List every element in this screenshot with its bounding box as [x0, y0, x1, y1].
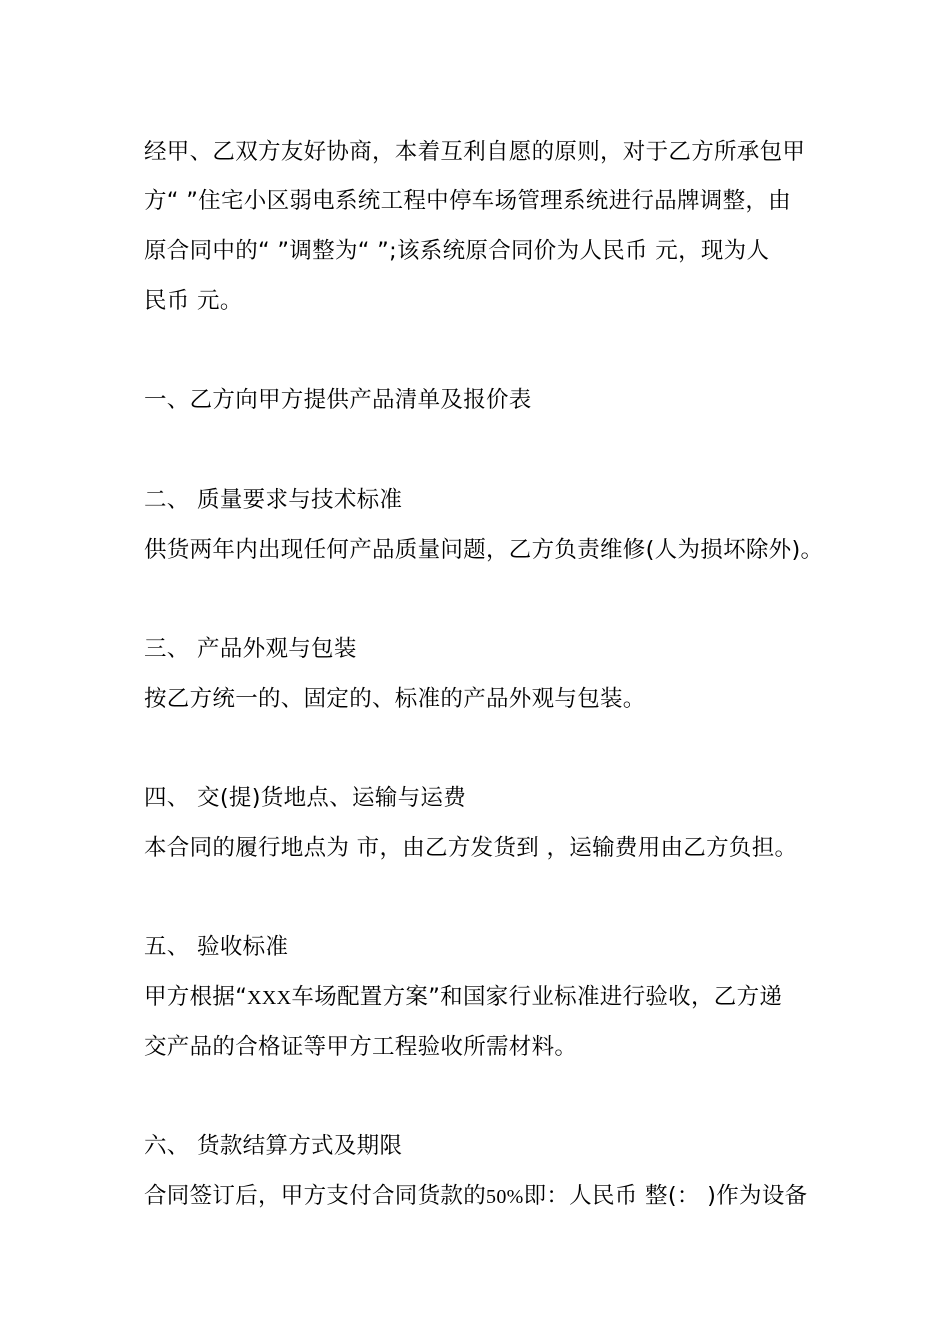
section-6-body-post: 即：人民币 整(： )作为设备 [523, 1183, 808, 1209]
section-5-body-code: XXX [247, 987, 292, 1009]
section-6-heading: 六、 货款结算方式及期限 [144, 1133, 403, 1159]
section-5-body-pre: 甲方根据“ [144, 984, 248, 1010]
intro-line-3: 原合同中的“ ”调整为“ ”;该系统原合同价为人民币 元，现为人 [144, 238, 770, 264]
section-5-body-line-2: 交产品的合格证等甲方工程验收所需材料。 [144, 1034, 578, 1060]
section-3-heading: 三、 产品外观与包装 [144, 636, 357, 662]
section-4-heading: 四、 交(提)货地点、运输与运费 [144, 785, 467, 811]
section-6-body-line-1 [144, 1181, 814, 1212]
section-2-body: 供货两年内出现任何产品质量问题，乙方负责维修(人为损坏除外)。 [144, 537, 824, 563]
section-5-heading: 五、 验收标准 [144, 934, 289, 960]
section-4-body: 本合同的履行地点为 市，由乙方发货到 ，运输费用由乙方负担。 [144, 835, 798, 861]
intro-line-4: 民币 元。 [144, 288, 243, 314]
section-5-body-post: 车场配置方案”和国家行业标准进行验收，乙方递 [291, 984, 783, 1010]
section-5-body-line-1 [144, 982, 814, 1013]
section-2-heading: 二、 质量要求与技术标准 [144, 487, 403, 513]
intro-line-2: 方“ ”住宅小区弱电系统工程中停车场管理系统进行品牌调整，由 [144, 188, 791, 214]
section-3-body: 按乙方统一的、固定的、标准的产品外观与包装。 [144, 686, 646, 712]
section-1-heading: 一、乙方向甲方提供产品清单及报价表 [144, 387, 532, 413]
section-6-body-percent: 50% [486, 1186, 524, 1208]
intro-line-1: 经甲、乙双方友好协商，本着互利自愿的原则，对于乙方所承包甲 [144, 139, 806, 165]
section-6-body-pre: 合同签订后，甲方支付合同货款的 [144, 1183, 487, 1209]
